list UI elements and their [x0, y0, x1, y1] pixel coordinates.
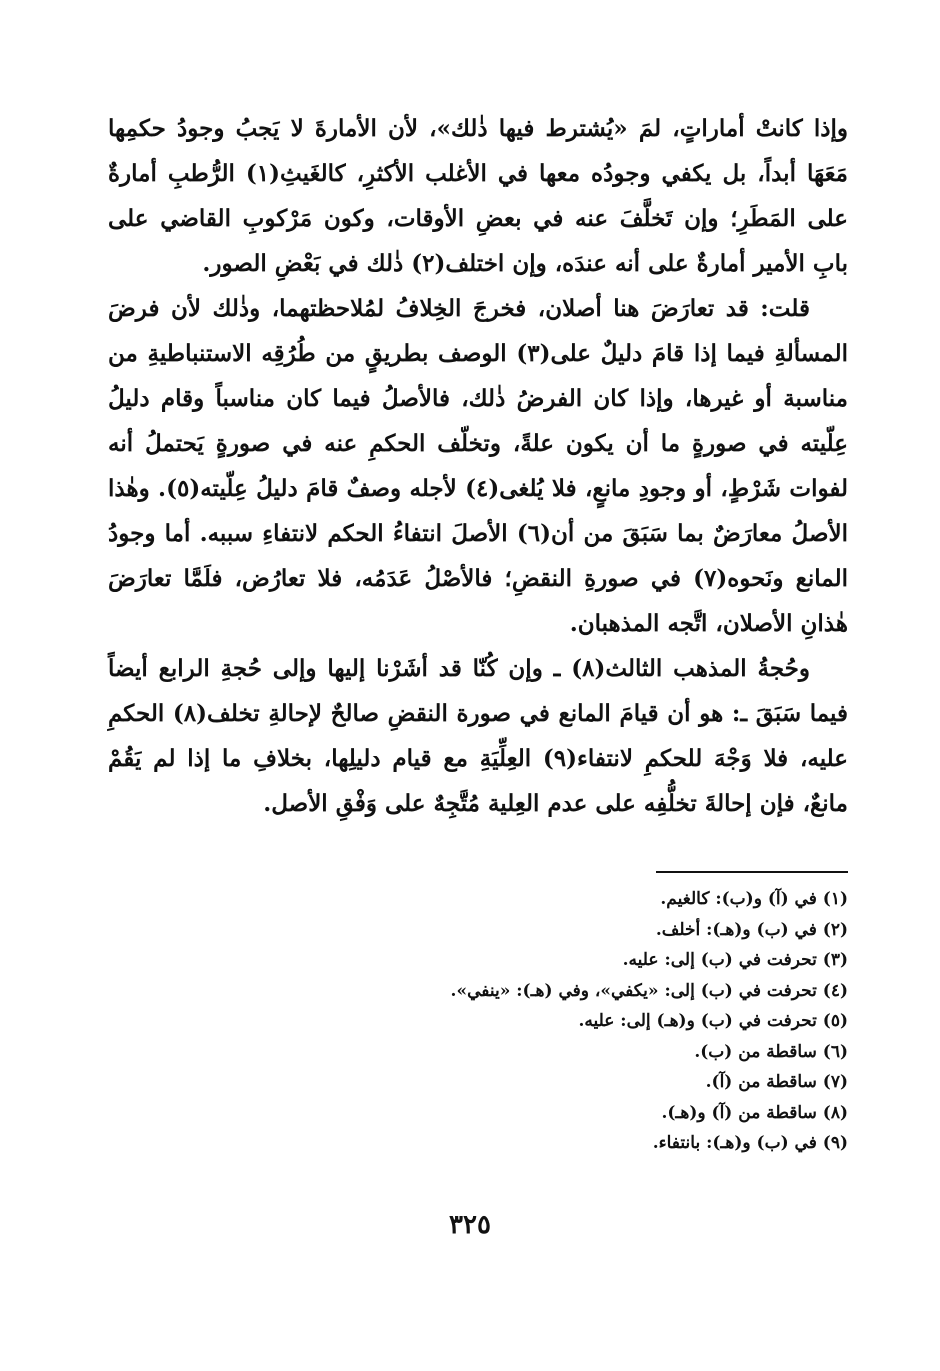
footnote-3: (٣) تحرفت في (ب) إلى: عليه. — [622, 950, 848, 970]
main-text — [108, 106, 848, 826]
footnote-4: (٤) تحرفت في (ب) إلى: «يكفي»، وفي (هـ): «ينفي». — [450, 980, 848, 1001]
footnote-1: (١) في (آ) و(ب): كالغيم. — [660, 889, 848, 909]
footnote-6: (٦) ساقطة من (ب). — [694, 1041, 848, 1062]
paragraph-1: وإذا كانتْ أماراتٍ، لمَ «يُشترط فيها ذٰلك»، لأن الأمارةَ لا يَجبُ وجودُ حكمِها مَعَهَا أبداً، بل يكفي وجودُه معها في الأغلب الأكثرِ، كالغَيثِ(١) الرُّطبِ أمارةٌ على المَطَرِ؛ وإن تَخلَّفَ عنه في بعضِ الأوقات، وكون مَرْكوبِ القاضي على بابِ الأمير أمارةٌ على أنه عندَه، وإن اختلف(٢) ذٰلك في بَعْضِ الصور. — [108, 115, 848, 277]
footnote-5: (٥) تحرفت في (ب) و(هـ) إلى: عليه. — [578, 1011, 848, 1031]
footnote-8: (٨) ساقطة من (آ) و(هـ). — [661, 1102, 848, 1123]
paragraph-2: قلت: قد تعارَضَ هنا أصلان، فخرجَ الخِلافُ لمُلاحظتهما، وذٰلك لأن فرضَ المسألةِ فيما إذا قامَ دليلٌ على(٣) الوصف بطريقٍ من طُرُقِه الاستنباطيةِ من مناسبة أو غيرها، وإذا كان الفرضُ ذٰلك، فالأصلُ فيما كان مناسباً وقام دليلُ عِلّيته في صورةٍ ما أن يكون علةً، وتخلّف الحكمِ عنه في صورةٍ يَحتملُ أنه لفوات شَرْطٍ، أو وجودِ مانعٍ، فلا يُلغى(٤) لأجله وصفٌ قامَ دليلُ عِلّيته(٥). وهٰذا الأصلُ معارَضٌ بما سَبَقَ من أن(٦) الأصلَ انتفاءُ الحكم لانتفاءِ سببه. أما وجودُ المانع ونَحوه(٧) في صورةِ النقضِ؛ فالأصْلُ عَدَمُه، فلا تعارُض، فلَمَّا تعارَضَ هٰذانِ الأصلان، اتَّجه المذهبان. — [108, 295, 849, 637]
page-number: ٣٢٥ — [449, 1210, 491, 1240]
footnote-2: (٢) في (ب) و(هـ): أخلف. — [655, 919, 848, 940]
footnote-7: (٧) ساقطة من (آ). — [705, 1072, 848, 1092]
footnotes — [148, 884, 848, 1159]
paragraph-3: وحُجةُ المذهب الثالث(٨) ـ وإن كُنّا قد أشَرْنا إليها وإلى حُجةِ الرابع أيضاً فيما سَبَقَ ـ: هو أن قيامَ المانع في صورة النقضِ صالحٌ لإحالةِ تخلف(٨) الحكمِ عليه، فلا وَجْهَ للحكمِ لانتفاء(٩) العِلِّيَةِ مع قيام دليلِها، بخلافِ ما إذا لم يَقُمْ مانعٌ، فإن إحالةَ تخلُّفِه على عدم العِلية مُتَّجِهٌ على وَفْقِ الأصل. — [108, 655, 849, 817]
footnote-9: (٩) في (ب) و(هـ): بانتفاء. — [652, 1133, 848, 1153]
footnote-divider — [656, 871, 848, 873]
